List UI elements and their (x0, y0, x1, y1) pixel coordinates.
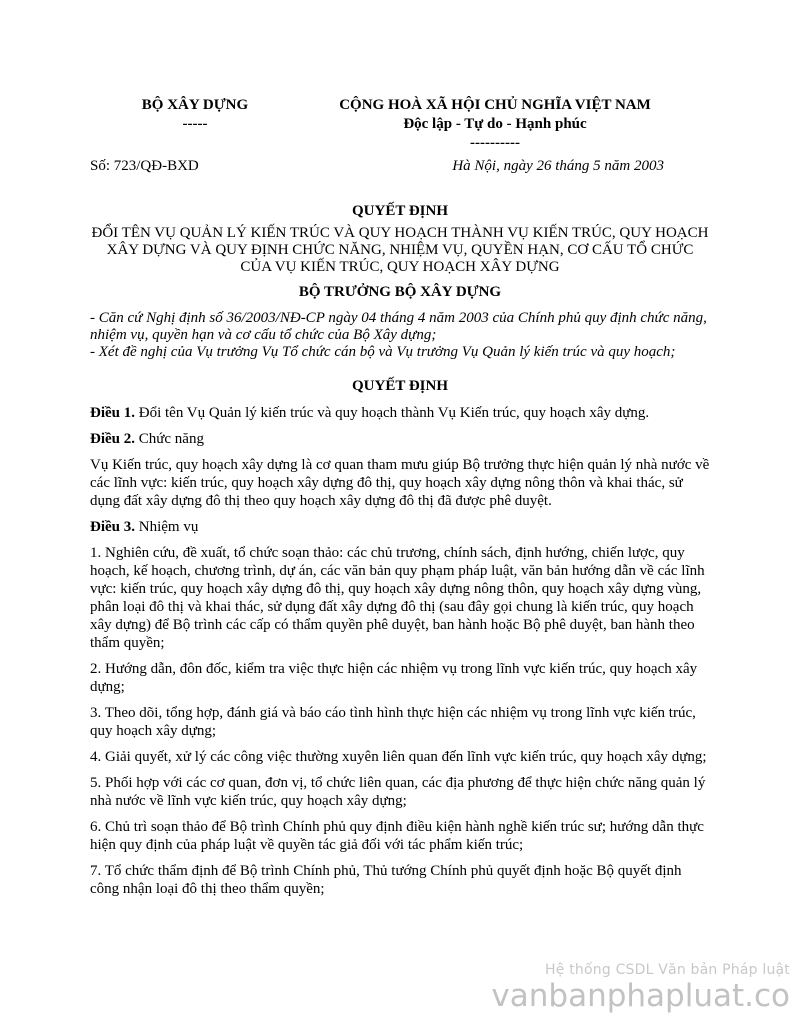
ministry-rule: ----- (182, 116, 208, 132)
motto-rule: ---------- (470, 135, 520, 151)
country-name: CỘNG HOÀ XÃ HỘI CHỦ NGHĨA VIỆT NAM (339, 97, 651, 113)
decision-title: QUYẾT ĐỊNH (352, 203, 448, 219)
decision-subject: ĐỔI TÊN VỤ QUẢN LÝ KIẾN TRÚC VÀ QUY HOẠCH THÀNH VỤ KIẾN TRÚC, QUY HOẠCH XÂY DỰNG VÀ QUY ĐỊNH CHỨC NĂNG, NHIỆM VỤ, QUYỀN HẠN, CƠ CẤU TỔ CHỨC CỦA VỤ KIẾN TRÚC, QUY HOẠCH XÂY DỰNG (91, 225, 709, 275)
duty-item: 2. Hướng dẫn, đôn đốc, kiểm tra việc thực hiện các nhiệm vụ trong lĩnh vực kiến trúc, quy hoạch xây dựng; (90, 661, 698, 695)
article-2-body: Vụ Kiến trúc, quy hoạch xây dựng là cơ quan tham mưu giúp Bộ trưởng thực hiện quản lý nhà nước về các lĩnh vực: kiến trúc, quy hoạch xây dựng đô thị, quy hoạch xây dựng nông thôn và khai thác, sử dụng đất xây dựng đô thị theo quy hoạch xây dựng đô thị đã được phê duyệt. (90, 457, 710, 509)
article-2-title: Chức năng (135, 431, 204, 447)
article-2-heading (90, 430, 710, 448)
site-watermark (491, 962, 790, 1014)
document-header (90, 96, 710, 178)
basis-item: - Xét đề nghị của Vụ trưởng Vụ Tổ chức cán bộ và Vụ trưởng Vụ Quản lý kiến trúc và quy hoạch; (90, 344, 676, 360)
duty-item: 5. Phối hợp với các cơ quan, đơn vị, tổ chức liên quan, các địa phương để thực hiện chức năng quản lý nhà nước về lĩnh vực kiến trúc, quy hoạch xây dựng; (90, 775, 706, 809)
place-and-date: Hà Nội, ngày 26 tháng 5 năm 2003 (452, 158, 664, 174)
article-1 (90, 404, 710, 422)
article-1-label: Điều 1. (90, 405, 135, 421)
article-2-label: Điều 2. (90, 431, 135, 447)
ministry-name: BỘ XÂY DỰNG (141, 97, 249, 113)
duty-item: 3. Theo dõi, tổng hợp, đánh giá và báo cáo tình hình thực hiện các nhiệm vụ trong lĩnh vực kiến trúc, quy hoạch xây dựng; (90, 705, 696, 739)
basis-item: - Căn cứ Nghị định số 36/2003/NĐ-CP ngày 04 tháng 4 năm 2003 của Chính phủ quy định chức năng, nhiệm vụ, quyền hạn và cơ cấu tổ chức của Bộ Xây dựng; (90, 310, 707, 343)
watermark-domain: vanbanphapluat.co (491, 978, 790, 1014)
article-3-label: Điều 3. (90, 519, 135, 535)
national-motto: Độc lập - Tự do - Hạnh phúc (403, 116, 587, 132)
legal-basis (90, 310, 710, 361)
document-page (90, 96, 710, 898)
article-3-title: Nhiệm vụ (135, 519, 199, 535)
duty-item: 7. Tổ chức thẩm định để Bộ trình Chính phủ, Thủ tướng Chính phủ quyết định hoặc Bộ quyết định công nhận loại đô thị theo thẩm quyền; (90, 863, 682, 897)
article-3-heading (90, 518, 710, 536)
decides-heading: QUYẾT ĐỊNH (352, 378, 448, 394)
duty-item: 4. Giải quyết, xử lý các công việc thường xuyên liên quan đến lĩnh vực kiến trúc, quy hoạch xây dựng; (90, 749, 707, 765)
article-1-text: Đổi tên Vụ Quản lý kiến trúc và quy hoạch thành Vụ Kiến trúc, quy hoạch xây dựng. (135, 405, 650, 421)
duty-item: 6. Chủ trì soạn thảo để Bộ trình Chính phủ quy định điều kiện hành nghề kiến trúc sư; hướng dẫn thực hiện quy định của pháp luật về quyền tác giả đối với tác phẩm kiến trúc; (90, 819, 704, 853)
watermark-caption: Hệ thống CSDL Văn bản Pháp luật (545, 962, 790, 978)
issuer-block (90, 96, 300, 134)
document-number: Số: 723/QĐ-BXD (90, 158, 199, 174)
issuing-authority: BỘ TRƯỞNG BỘ XÂY DỰNG (298, 284, 502, 300)
national-title-block (280, 96, 710, 153)
duty-item: 1. Nghiên cứu, đề xuất, tổ chức soạn thảo: các chủ trương, chính sách, định hướng, chiến lược, quy hoạch, kế hoạch, chương trình, dự án, các văn bản quy phạm pháp luật, văn bản hướng dẫn về các lĩnh vực: kiến trúc, quy hoạch xây dựng đô thị, quy hoạch xây dựng nông thôn, quy hoạch xây dựng vùng, phân loại đô thị và khai thác, sử dụng đất xây dựng đô thị (sau đây gọi chung là kiến trúc, quy hoạch xây dựng) để Bộ trình các cấp có thẩm quyền phê duyệt, ban hành hoặc Bộ phê duyệt, ban hành theo thẩm quyền; (90, 545, 705, 651)
